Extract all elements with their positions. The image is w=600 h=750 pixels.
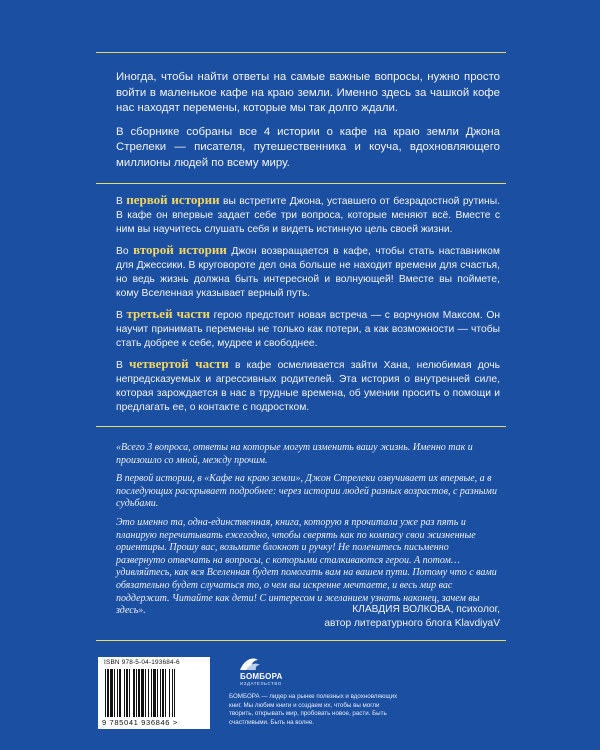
signature-name: КЛАВДИЯ ВОЛКОВА, психолог, (352, 604, 500, 615)
story-1: В первой истории вы встретите Джона, уставшего от безрадостной рутины. В кафе он впервые задает себе три вопроса, которые меняют всё. Вместе с ним вы научитесь слушать себя и видеть истинную цель своей жизни. (116, 192, 500, 235)
bottom-divider (96, 640, 506, 641)
story-1-highlight: первой истории (126, 192, 220, 207)
story-2-highlight: второй истории (133, 242, 227, 257)
story-3: В третьей части герою предстоит новая встреча — с ворчуном Максом. Он научит принимать перемены не только как потери, а как возможности — чтобы стать добрее к себе, мудрее и свободнее. (116, 306, 501, 349)
story-4-highlight: четвертой части (129, 356, 229, 371)
review-signature (324, 603, 500, 630)
publisher-description: БОМБОРА — лидер на рынке полезных и вдохновляющих книг. Мы любим книги и создаем их, чтобы вы могли творить, открывать мир, пробовать новое, расти. Быть счастливыми. Быть на волне. (229, 693, 398, 726)
review-paragraph-1: «Всего 3 вопроса, ответы на которые могут изменить вашу жизнь. Именно так и произошло со мной, между прочим. (116, 442, 473, 466)
intro-paragraph-1: Иногда, чтобы найти ответы на самые важные вопросы, нужно просто войти в маленькое кафе на краю земли. Именно здесь за чашкой кофе нас находят перемены, которые мы так долго ждали. (116, 71, 500, 115)
review-quote (116, 442, 500, 624)
isbn-barcode (98, 657, 210, 729)
review-paragraph-2: В первой истории, в «Кафе на краю земли», Джон Стрелеки озвучивает их впервые, а в последующих раскрывает подробнее: через истории людей разных возрастов, с разными судьбами. (116, 473, 497, 510)
intro-paragraph-2: В сборнике собраны все 4 истории о кафе на краю земли Джона Стрелеки — писателя, путешественника и коуча, вдохновляющего миллионы людей по всему миру. (116, 125, 500, 169)
isbn-number: ISBN 978-5-04-193684-6 (104, 659, 180, 666)
divider-before-review (96, 426, 506, 427)
signature-title: автор литературного блога KlavdiyaV (324, 617, 500, 629)
publisher-logo-subtitle: ИЗДАТЕЛЬСТВО (240, 681, 282, 686)
divider-after-intro (96, 183, 506, 184)
review-paragraph-3: Это именно та, одна-единственная, книга, которую я прочитала уже раз пять и планирую перечитывать ежегодно, чтобы сверять как по компасу свои жизненные ориентиры. Прошу вас, возьмите блокнот и ручку! Не поленитесь письменно развернуто отвечать на вопросы, с которыми сталкиваются герои. А потом… удивляйтесь, как вся Вселенная будет помогать вам на вашем пути. Потому что с вами обязательно будет случаться то, о чем вы искренне мечтаете, и весь мир вас поддержит. Читайте как дети! С интересом и желанием узнать наконец, зачем вы здесь». (116, 516, 497, 617)
story-3-highlight: третьей части (126, 306, 211, 321)
stories-block (116, 193, 500, 421)
barcode-bars-icon (103, 669, 205, 717)
publisher-logo: БОМБОРА (240, 672, 283, 681)
story-4: В четвертой части в кафе осмеливается зайти Хана, нелюбимая дочь непредсказуемых и агрессивных родителей. Эта история о внутренней силе, которая зарождается в нас в трудные времена, об умении просить о помощи и предлагать ее, о контакте с подростком. (116, 356, 500, 413)
barcode-digits: 9 785041 936846 > (102, 718, 178, 727)
story-2: Во второй истории Джон возвращается в кафе, чтобы стать наставником для Джессики. В круговороте дел она больше не находит времени для счастья, но ведь жизнь должна быть интересной и волнующей! Вместе вы поймете, кому Вселенная указывает верный путь. (116, 242, 500, 299)
top-divider (96, 52, 506, 53)
intro-block (116, 70, 500, 180)
